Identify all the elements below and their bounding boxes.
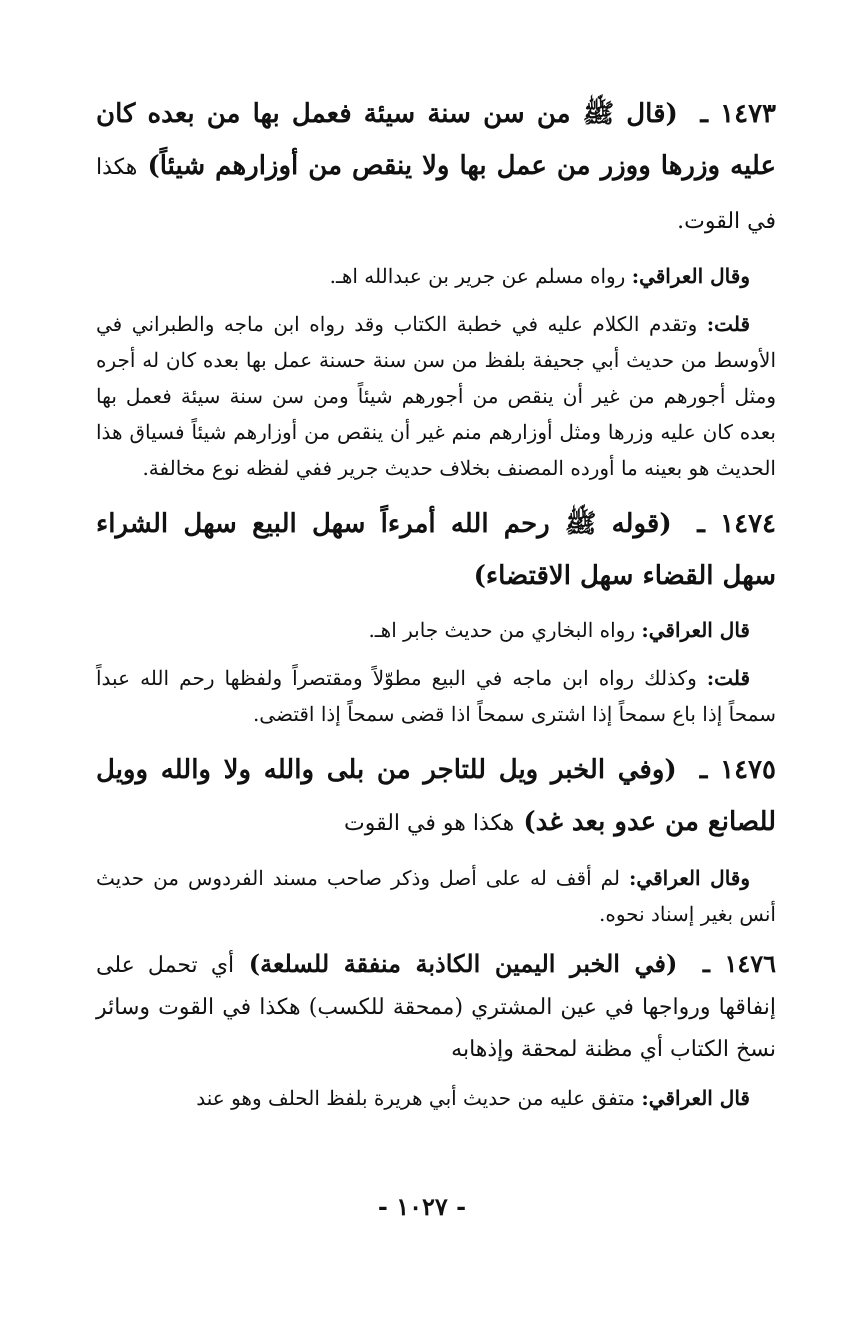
- dash-separator: ـ: [702, 949, 710, 978]
- commentary-lead: وقال العراقي:: [629, 866, 751, 890]
- hadith-entry: [96, 88, 776, 248]
- hadith-entry: [96, 744, 776, 850]
- commentary-text: وتقدم الكلام عليه في خطبة الكتاب وقد رواه ابن ماجه والطبراني في الأوسط من حديث أبي جحيفة بلفظ من سن سنة حسنة عمل بها بعده كان له أجره ومثل أجورهم من غير أن ينقص من أجورهم شيئاً ومن سن سنة سيئة فعمل بها بعده كان عليه وزرها ومثل أوزارهم منم غير أن ينقص من أوزارهم شيئاً فسياق هذا الحديث هو بعينه ما أورده المصنف بخلاف حديث جرير ففي لفظه نوع مخالفة.: [96, 312, 776, 480]
- hadith-entry: [96, 944, 776, 1070]
- dash-separator: ـ: [697, 509, 705, 539]
- commentary-paragraph: [96, 306, 776, 486]
- hadith-tail: أي تحمل على إنفاقها ورواجها في عين المشتري (ممحقة للكسب) هكذا في القوت وسائر نسخ الكتاب أي مظنة لمحقة وإذهابه: [96, 953, 776, 1062]
- hadith-text: (في الخبر اليمين الكاذبة منفقة للسلعة): [248, 949, 678, 978]
- entry-number: ١٤٧٥: [720, 755, 776, 785]
- entry-number: ١٤٧٦: [724, 949, 777, 978]
- hadith-text: (قوله ﷺ رحم الله أمرءاً سهل البيع سهل الشراء سهل القضاء سهل الاقتضاء): [96, 509, 776, 591]
- commentary-text: وكذلك رواه ابن ماجه في البيع مطوّلاً ومقتصراً ولفظها رحم الله عبداً سمحاً إذا باع سمحاً إذا اشترى سمحاً اذا قضى سمحاً إذا اقتضى.: [96, 666, 776, 726]
- commentary-text: رواه مسلم عن جرير بن عبدالله اهـ.: [329, 264, 626, 288]
- page-number: - ١٠٢٧ -: [377, 1192, 467, 1221]
- hadith-entry: [96, 498, 776, 602]
- page-body: [96, 88, 776, 1128]
- commentary-paragraph: [96, 258, 776, 294]
- commentary-text: لم أقف له على أصل وذكر صاحب مسند الفردوس من حديث أنس بغير إسناد نحوه.: [96, 866, 776, 926]
- entry-number: ١٤٧٤: [720, 509, 776, 539]
- commentary-paragraph: [96, 660, 776, 732]
- commentary-lead: قلت:: [706, 666, 750, 690]
- hadith-tail: هكذا في القوت.: [96, 155, 776, 234]
- commentary-lead: قال العراقي:: [641, 618, 750, 642]
- dash-separator: ـ: [700, 99, 708, 129]
- dash-separator: ـ: [699, 755, 708, 785]
- hadith-text: (وفي الخبر ويل للتاجر من بلى والله ولا والله وويل للصانع من عدو بعد غد): [96, 755, 776, 837]
- hadith-text: (قال ﷺ من سن سنة سيئة فعمل بها من بعده كان عليه وزرها ووزر من عمل بها ولا ينقص من أوزارهم شيئاً): [96, 99, 777, 181]
- commentary-text: متفق عليه من حديث أبي هريرة بلفظ الحلف وهو عند: [196, 1086, 635, 1110]
- commentary-lead: قال العراقي:: [641, 1086, 750, 1110]
- entry-number: ١٤٧٣: [720, 99, 777, 129]
- commentary-lead: قلت:: [706, 312, 750, 336]
- commentary-paragraph: [96, 1080, 776, 1116]
- commentary-paragraph: [96, 612, 776, 648]
- commentary-text: رواه البخاري من حديث جابر اهـ.: [368, 618, 635, 642]
- commentary-paragraph: [96, 860, 776, 932]
- hadith-tail: هكذا هو في القوت: [344, 811, 515, 836]
- commentary-lead: وقال العراقي:: [631, 264, 750, 288]
